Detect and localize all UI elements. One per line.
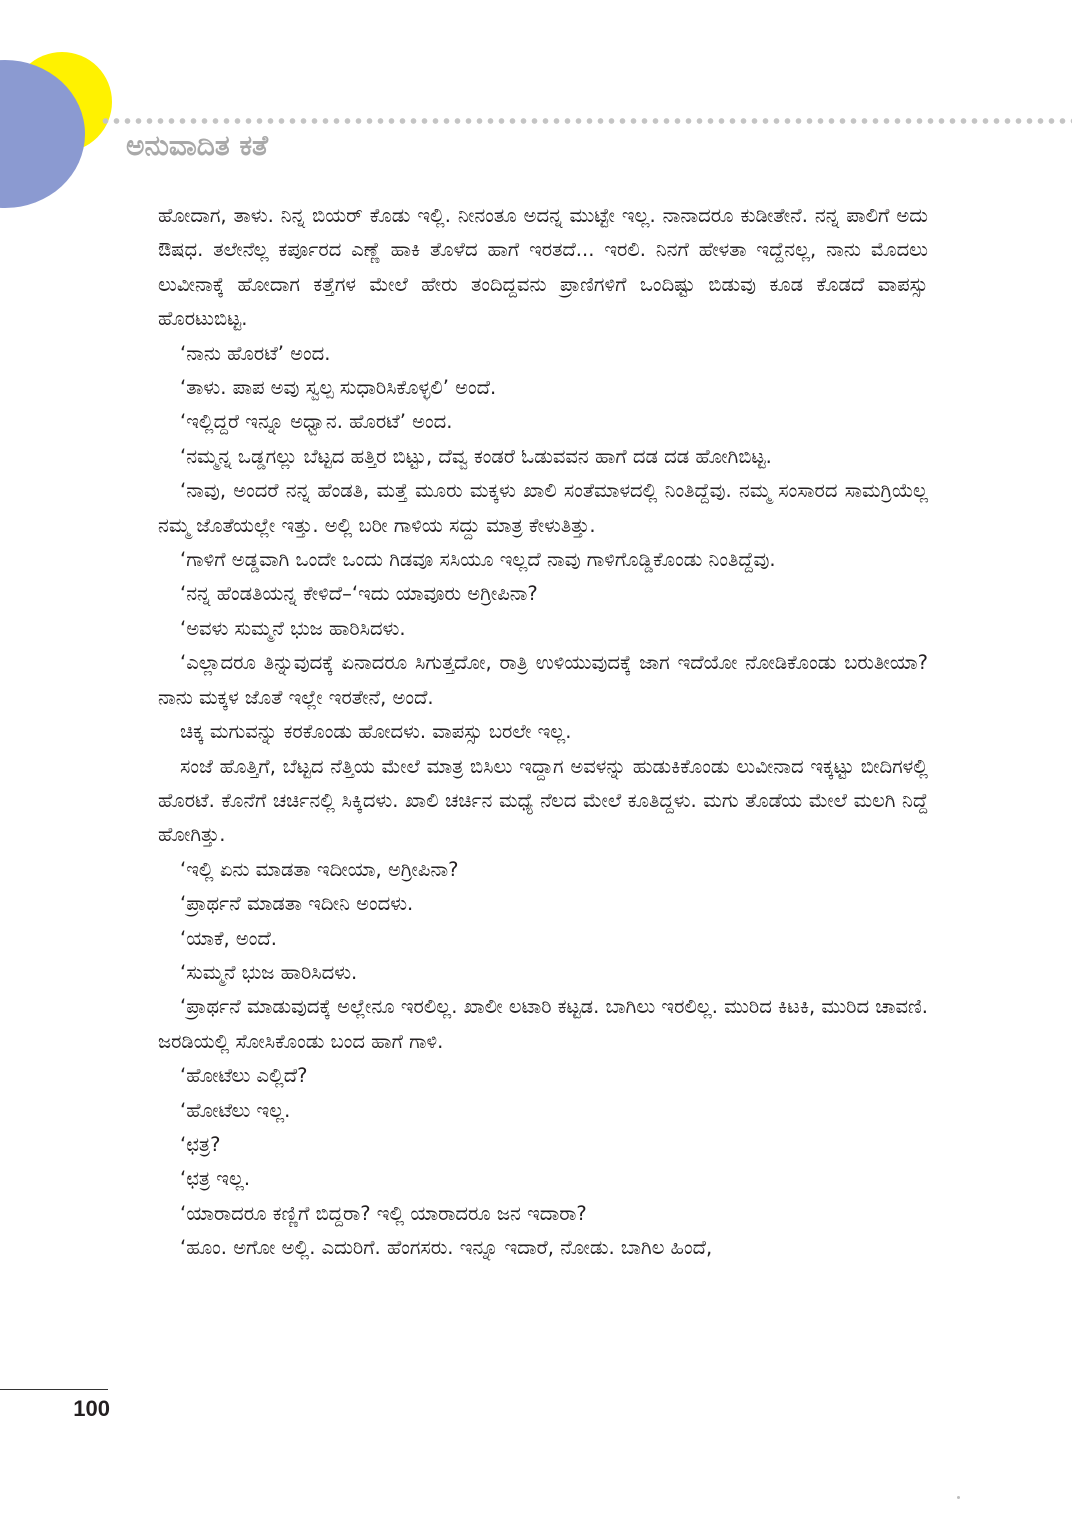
paragraph: ‘ಇಲ್ಲಿ ಏನು ಮಾಡತಾ ಇದೀಯಾ, ಅಗ್ರೀಪಿನಾ? [180, 857, 459, 881]
paragraph: ‘ನಮ್ಮನ್ನ ಒಡ್ಡಗಲ್ಲು ಬೆಟ್ಟದ ಹತ್ತಿರ ಬಿಟ್ಟು, ದೆವ್ವ ಕಂಡರೆ ಓಡುವವನ ಹಾಗೆ ದಡ ದಡ ಹೋಗಿಬಿಟ್ಟ. [180, 444, 772, 468]
paragraph: ‘ನಾವು, ಅಂದರೆ ನನ್ನ ಹೆಂಡತಿ, ಮತ್ತೆ ಮೂರು ಮಕ್ಕಳು ಖಾಲಿ ಸಂತೆಮಾಳದಲ್ಲಿ ನಿಂತಿದ್ದೆವು. ನಮ್ಮ ಸಂಸಾರದ ಸಾಮಗ್ರಿಯೆಲ್ಲ ನಮ್ಮ ಜೊತೆಯಲ್ಲೇ ಇತ್ತು. ಅಲ್ಲಿ ಬರೀ ಗಾಳಿಯ ಸದ್ದು ಮಾತ್ರ ಕೇಳುತಿತ್ತು. [158, 479, 928, 537]
paragraph: ‘ಹೂಂ. ಅಗೋ ಅಲ್ಲಿ. ಎದುರಿಗೆ. ಹೆಂಗಸರು. ಇನ್ನೂ ಇದಾರೆ, ನೋಡು. ಬಾಗಿಲ ಹಿಂದೆ, [180, 1236, 713, 1260]
story-body [158, 199, 928, 1266]
paragraph: ‘ಪ್ರಾರ್ಥನೆ ಮಾಡುವುದಕ್ಕೆ ಅಲ್ಲೇನೂ ಇರಲಿಲ್ಲ. ಖಾಲೀ ಲಟಾರಿ ಕಟ್ಟಡ. ಬಾಗಿಲು ಇರಲಿಲ್ಲ. ಮುರಿದ ಕಿಟಕಿ, ಮುರಿದ ಚಾವಣಿ. ಜರಡಿಯಲ್ಲಿ ಸೋಸಿಕೊಂಡು ಬಂದ ಹಾಗೆ ಗಾಳಿ. [158, 995, 928, 1053]
paragraph: ‘ಸುಮ್ಮನೆ ಭುಜ ಹಾರಿಸಿದಳು. [180, 960, 358, 984]
paragraph: ‘ಪ್ರಾರ್ಥನೆ ಮಾಡತಾ ಇದೀನಿ ಅಂದಳು. [180, 892, 414, 916]
scan-speck [957, 1496, 960, 1499]
paragraph: ‘ಇಲ್ಲಿದ್ದರೆ ಇನ್ನೂ ಅಧ್ವಾನ. ಹೊರಟೆ’ ಅಂದ. [180, 410, 453, 434]
paragraph: ‘ನನ್ನ ಹೆಂಡತಿಯನ್ನ ಕೇಳಿದೆ–‘ಇದು ಯಾವೂರು ಅಗ್ರೀಪಿನಾ? [180, 582, 538, 606]
paragraph: ಚಿಕ್ಕ ಮಗುವನ್ನು ಕರಕೊಂಡು ಹೋದಳು. ವಾಪಸ್ಸು ಬರಲೇ ಇಲ್ಲ. [180, 720, 572, 744]
paragraph: ‘ಗಾಳಿಗೆ ಅಡ್ಡವಾಗಿ ಒಂದೇ ಒಂದು ಗಿಡವೂ ಸಸಿಯೂ ಇಲ್ಲದೆ ನಾವು ಗಾಳಿಗೊಡ್ಡಿಕೊಂಡು ನಿಂತಿದ್ದೆವು. [180, 548, 776, 572]
paragraph: ‘ಛತ್ರ? [180, 1132, 221, 1156]
dotted-header-rule [100, 116, 1072, 126]
paragraph: ‘ಹೋಟೆಲು ಇಲ್ಲ. [180, 1098, 291, 1122]
paragraph: ಹೋದಾಗ, ತಾಳು. ನಿನ್ನ ಬಿಯರ್ ಕೊಡು ಇಲ್ಲಿ. ನೀನಂತೂ ಅದನ್ನ ಮುಟ್ಟೇ ಇಲ್ಲ. ನಾನಾದರೂ ಕುಡೀತೇನೆ. ನನ್ನ ಪಾಲಿಗೆ ಅದು ಔಷಧ. ತಲೇನೆಲ್ಲ ಕರ್ಪೂರದ ಎಣ್ಣೆ ಹಾಕಿ ತೊಳೆದ ಹಾಗೆ ಇರತದೆ... ಇರಲಿ. ನಿನಗೆ ಹೇಳತಾ ಇದ್ದೆನಲ್ಲ, ನಾನು ಮೊದಲು ಲುವೀನಾಕ್ಕೆ ಹೋದಾಗ ಕತ್ತೆಗಳ ಮೇಲೆ ಹೇರು ತಂದಿದ್ದವನು ಪ್ರಾಣಿಗಳಿಗೆ ಒಂದಿಷ್ಟು ಬಿಡುವು ಕೂಡ ಕೊಡದೆ ವಾಪಸ್ಸು ಹೊರಟುಬಿಟ್ಟ. [158, 204, 928, 331]
section-title: ಅನುವಾದಿತ ಕತೆ [126, 129, 269, 162]
footer-rule [0, 1389, 108, 1390]
paragraph: ‘ಯಾರಾದರೂ ಕಣ್ಣಿಗೆ ಬಿದ್ದರಾ? ಇಲ್ಲಿ ಯಾರಾದರೂ ಜನ ಇದಾರಾ? [180, 1201, 587, 1225]
paragraph: ‘ಎಲ್ಲಾದರೂ ತಿನ್ನುವುದಕ್ಕೆ ಏನಾದರೂ ಸಿಗುತ್ತದೋ, ರಾತ್ರಿ ಉಳಿಯುವುದಕ್ಕೆ ಜಾಗ ಇದೆಯೋ ನೋಡಿಕೊಂಡು ಬರುತೀಯಾ? ನಾನು ಮಕ್ಕಳ ಜೊತೆ ಇಲ್ಲೇ ಇರತೇನೆ, ಅಂದೆ. [158, 651, 928, 709]
paragraph: ‘ಛತ್ರ ಇಲ್ಲ. [180, 1167, 251, 1191]
page-number: 100 [73, 1396, 110, 1421]
paragraph: ‘ತಾಳು. ಪಾಪ ಅವು ಸ್ವಲ್ಪ ಸುಧಾರಿಸಿಕೊಳ್ಳಲಿ’ ಅಂದೆ. [180, 376, 497, 400]
paragraph: ‘ನಾನು ಹೊರಟೆ’ ಅಂದ. [180, 341, 331, 365]
paragraph: ‘ಯಾಕೆ, ಅಂದೆ. [180, 926, 277, 950]
paragraph: ‘ಹೋಟೆಲು ಎಲ್ಲಿದೆ? [180, 1064, 308, 1088]
paragraph: ಸಂಜೆ ಹೊತ್ತಿಗೆ, ಬೆಟ್ಟದ ನೆತ್ತಿಯ ಮೇಲೆ ಮಾತ್ರ ಬಿಸಿಲು ಇದ್ದಾಗ ಅವಳನ್ನು ಹುಡುಕಿಕೊಂಡು ಲುವೀನಾದ ಇಕ್ಕಟ್ಟು ಬೀದಿಗಳಲ್ಲಿ ಹೊರಟೆ. ಕೊನೆಗೆ ಚರ್ಚಿನಲ್ಲಿ ಸಿಕ್ಕಿದಳು. ಖಾಲಿ ಚರ್ಚಿನ ಮಧ್ಯೆ ನೆಲದ ಮೇಲೆ ಕೂತಿದ್ದಳು. ಮಗು ತೊಡೆಯ ಮೇಲೆ ಮಲಗಿ ನಿದ್ದೆ ಹೋಗಿತ್ತು. [158, 754, 928, 847]
paragraph: ‘ಅವಳು ಸುಮ್ಮನೆ ಭುಜ ಹಾರಿಸಿದಳು. [180, 616, 406, 640]
